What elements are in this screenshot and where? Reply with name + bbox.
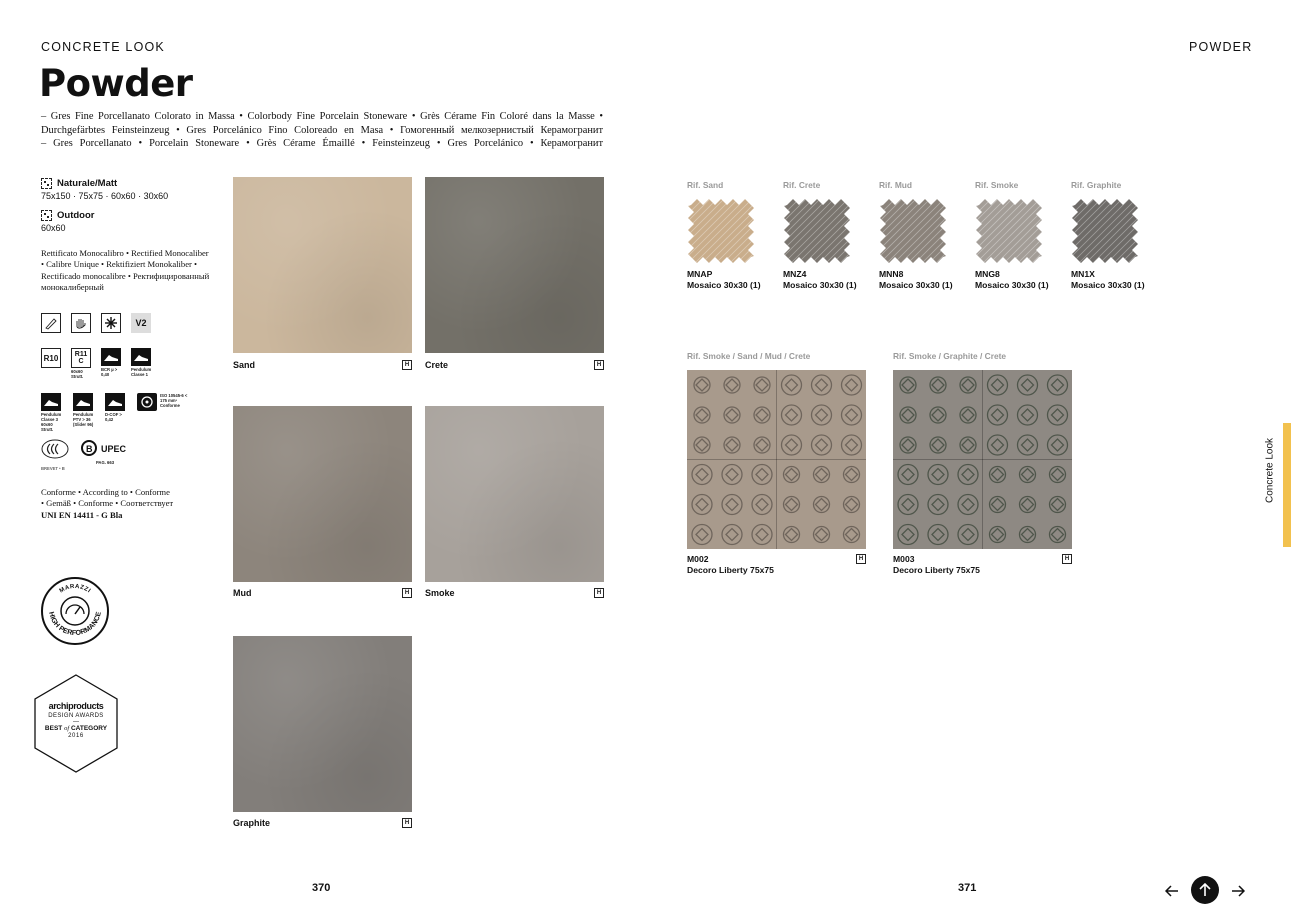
h-badge: H bbox=[856, 554, 866, 564]
award-dash: — bbox=[73, 719, 79, 725]
dcof-cert bbox=[105, 393, 127, 432]
tile-mud[interactable] bbox=[233, 406, 412, 598]
decor-desc: Decoro Liberty 75x75 bbox=[687, 565, 774, 576]
cstb-icon bbox=[41, 439, 69, 459]
finish-icon bbox=[41, 210, 52, 221]
finish-sizes: 60x60 bbox=[41, 223, 66, 233]
mosaic-desc: Mosaico 30x30 (1) bbox=[1071, 280, 1145, 291]
standard-label: UNI EN 14411 - G Bla bbox=[41, 509, 123, 520]
mosaic-code: MNN8 bbox=[879, 269, 904, 279]
upec-caption: PAG. 663 bbox=[95, 460, 115, 465]
mosaic-swatch bbox=[1071, 198, 1139, 264]
decor-code: M002 bbox=[687, 554, 709, 564]
tile-label: Sand bbox=[233, 360, 256, 370]
decor-swatch bbox=[687, 370, 866, 549]
page-number-right: 371 bbox=[958, 882, 977, 894]
v2-icon bbox=[131, 313, 151, 333]
rif-label: Rif. Smoke / Sand / Mud / Crete bbox=[687, 351, 811, 361]
rif-label: Rif. Smoke bbox=[975, 180, 1019, 190]
shoe-icon bbox=[105, 393, 125, 411]
mosaic-desc: Mosaico 30x30 (1) bbox=[975, 280, 1049, 291]
right-kicker: POWDER bbox=[1189, 40, 1253, 54]
mosaic-mng8[interactable] bbox=[975, 180, 1065, 292]
mosaic-desc: Mosaico 30x30 (1) bbox=[783, 280, 857, 291]
tile-crete[interactable] bbox=[425, 177, 604, 370]
shoe-icon bbox=[101, 348, 121, 366]
upec-label: UPEC bbox=[101, 444, 127, 454]
award-line2 bbox=[33, 725, 119, 732]
mosaic-mn1x[interactable] bbox=[1071, 180, 1161, 292]
upec-mark bbox=[81, 439, 129, 459]
stain-resistance-icon bbox=[41, 313, 61, 333]
mosaic-mnn8[interactable] bbox=[879, 180, 969, 292]
mosaic-swatch bbox=[687, 198, 755, 264]
tile-label: Graphite bbox=[233, 818, 271, 828]
r11-icon bbox=[71, 348, 91, 368]
r11-cert bbox=[71, 348, 91, 379]
r10-cert bbox=[41, 348, 61, 379]
mosaic-code: MN1X bbox=[1071, 269, 1095, 279]
shoe-icon bbox=[41, 393, 61, 411]
page-number-left: 370 bbox=[312, 882, 331, 894]
pendulum-ptv-caption: Pendulum PTV > 36 (Slider 96) bbox=[73, 412, 94, 427]
mosaic-swatch bbox=[783, 198, 851, 264]
tile-smoke[interactable] bbox=[425, 406, 604, 598]
svg-text:HIGH PERFORMANCE bbox=[47, 611, 103, 637]
conformity-line: Conforme • According to • Conforme bbox=[41, 487, 170, 497]
rif-label: Rif. Sand bbox=[687, 180, 724, 190]
r11-class: C bbox=[78, 358, 84, 365]
h-badge: H bbox=[402, 588, 412, 598]
pendulum-ptv-cert bbox=[73, 393, 95, 432]
decor-desc: Decoro Liberty 75x75 bbox=[893, 565, 980, 576]
tile-swatch bbox=[425, 406, 604, 582]
qb-icon bbox=[81, 439, 99, 459]
rectified-line: Rettificato Monocalibro • Rectified Monocaliber bbox=[41, 248, 209, 258]
award-brand: archiproducts bbox=[48, 701, 104, 711]
tile-graphite[interactable] bbox=[233, 636, 412, 828]
tile-label: Crete bbox=[425, 360, 449, 370]
rectified-line: монокалиберный bbox=[41, 282, 104, 293]
svg-text:B: B bbox=[86, 444, 93, 454]
r10-icon: R10 bbox=[41, 348, 61, 368]
rif-label: Rif. Mud bbox=[879, 180, 913, 190]
arrow-up-icon bbox=[1199, 883, 1211, 897]
scroll-to-top-button[interactable] bbox=[1191, 876, 1219, 904]
h-badge: H bbox=[594, 360, 604, 370]
slip-icons-row bbox=[41, 348, 153, 379]
finish-icon bbox=[41, 178, 52, 189]
finish-name: Outdoor bbox=[57, 210, 95, 221]
description-line: Durchgefärbtes Feinsteinzeug • Gres Porcelánico Fino Coloreado en Masa • Гомогенный мелкозернистый Керамогранит bbox=[41, 124, 603, 136]
decor-swatch bbox=[893, 370, 1072, 549]
iso-cert bbox=[137, 393, 192, 432]
finish-outdoor bbox=[41, 210, 221, 221]
mosaic-mnap[interactable] bbox=[687, 180, 777, 292]
section-kicker: CONCRETE LOOK bbox=[41, 40, 165, 54]
abrasion-icon bbox=[137, 393, 157, 411]
frost-resistance-icon bbox=[101, 313, 121, 333]
page-title: Powder bbox=[39, 62, 193, 105]
conformity-note bbox=[41, 487, 221, 521]
mosaic-code: MNZ4 bbox=[783, 269, 807, 279]
cstb-caption: BREVET • B bbox=[41, 466, 65, 471]
mosaic-swatch bbox=[975, 198, 1043, 264]
rif-label: Rif. Smoke / Graphite / Crete bbox=[893, 351, 1007, 361]
mosaic-desc: Mosaico 30x30 (1) bbox=[879, 280, 953, 291]
award-of: of bbox=[64, 725, 70, 732]
description-line: – Gres Porcellanato • Porcelain Stoneware • Grès Cérame Émaillé • Feinsteinzeug • Gres Porcelánico • Керамогранит bbox=[41, 138, 603, 150]
badge-label: HIGH PERFORMANCE bbox=[47, 611, 103, 638]
conformity-line: • Gemäß • Conforme • Соответствует bbox=[41, 498, 174, 509]
mosaic-swatch bbox=[879, 198, 947, 264]
iso-caption: ISO 10545-6 < 175 mm³ Conforme bbox=[160, 393, 188, 408]
rectified-note bbox=[41, 248, 221, 294]
mosaic-desc: Mosaico 30x30 (1) bbox=[687, 280, 761, 291]
cstb-cert bbox=[41, 439, 69, 471]
rectified-line: • Calibre Unique • Rektifiziert Monokaliber • bbox=[41, 259, 198, 270]
pendulum1-cert bbox=[131, 348, 153, 379]
dcof-caption: D-COF > 0,42 bbox=[105, 412, 122, 422]
decor-m002[interactable] bbox=[687, 351, 866, 577]
svg-text:MARAZZI bbox=[59, 584, 92, 595]
shoe-icon bbox=[73, 393, 93, 411]
v2-label: V2 bbox=[135, 318, 147, 328]
bcr-caption: BCR µ > 0,40 bbox=[101, 367, 118, 377]
r11-label: R11 bbox=[74, 351, 88, 358]
pendulum3-cert bbox=[41, 393, 63, 432]
tile-label: Mud bbox=[233, 588, 252, 598]
h-badge: H bbox=[402, 360, 412, 370]
previous-page-arrow-icon[interactable] bbox=[1163, 882, 1181, 900]
mosaic-code: MNG8 bbox=[975, 269, 1000, 279]
award-line1: DESIGN AWARDS bbox=[48, 713, 104, 719]
description-line: – Gres Fine Porcellanato Colorato in Massa • Colorbody Fine Porcelain Stoneware • Grès Cérame Fin Coloré dans la Masse • bbox=[41, 111, 603, 122]
finish-naturale bbox=[41, 178, 221, 189]
h-badge: H bbox=[402, 818, 412, 828]
pendulum3-caption: Pendulum Classe 3 60x60 Strutt. bbox=[41, 412, 62, 432]
award-category: CATEGORY bbox=[70, 725, 108, 732]
tile-label: Smoke bbox=[425, 588, 455, 598]
rif-label: Rif. Crete bbox=[783, 180, 821, 190]
tile-swatch bbox=[233, 406, 412, 582]
section-tab-label[interactable]: Concrete Look bbox=[1264, 437, 1276, 504]
award-best: BEST bbox=[44, 725, 63, 732]
property-icons-row bbox=[41, 313, 151, 333]
h-badge: H bbox=[594, 588, 604, 598]
tile-swatch bbox=[233, 636, 412, 812]
bcr-cert bbox=[101, 348, 121, 379]
high-performance-badge bbox=[40, 576, 110, 646]
archiproducts-award-badge bbox=[33, 674, 119, 773]
tile-swatch bbox=[233, 177, 412, 353]
upec-cert bbox=[81, 439, 129, 465]
finish-sizes: 75x150 · 75x75 · 60x60 · 30x60 bbox=[41, 191, 169, 201]
tile-sand[interactable] bbox=[233, 177, 412, 370]
r11-caption: 60x60 Strutt. bbox=[71, 369, 84, 379]
product-description bbox=[41, 110, 603, 151]
next-page-arrow-icon[interactable] bbox=[1229, 882, 1247, 900]
finish-block bbox=[41, 178, 221, 233]
tile-swatch bbox=[425, 177, 604, 353]
rif-label: Rif. Graphite bbox=[1071, 180, 1122, 190]
pendulum1-caption: Pendulum Classe 1 bbox=[131, 367, 152, 377]
quality-icons-row bbox=[41, 439, 129, 471]
award-year: 2016 bbox=[68, 733, 84, 739]
mosaic-mnz4[interactable] bbox=[783, 180, 873, 292]
section-tab-accent bbox=[1283, 423, 1291, 547]
pendulum-icons-row bbox=[41, 393, 192, 432]
shoe-icon bbox=[131, 348, 151, 366]
mosaic-code: MNAP bbox=[687, 269, 713, 279]
badge-brand: MARAZZI bbox=[58, 583, 92, 595]
decor-code: M003 bbox=[893, 554, 915, 564]
rectified-line: Rectificado monocalibre • Ректифицированный bbox=[41, 270, 210, 281]
h-badge: H bbox=[1062, 554, 1072, 564]
hand-icon bbox=[71, 313, 91, 333]
decor-m003[interactable] bbox=[893, 351, 1072, 577]
finish-name: Naturale/Matt bbox=[57, 178, 118, 189]
